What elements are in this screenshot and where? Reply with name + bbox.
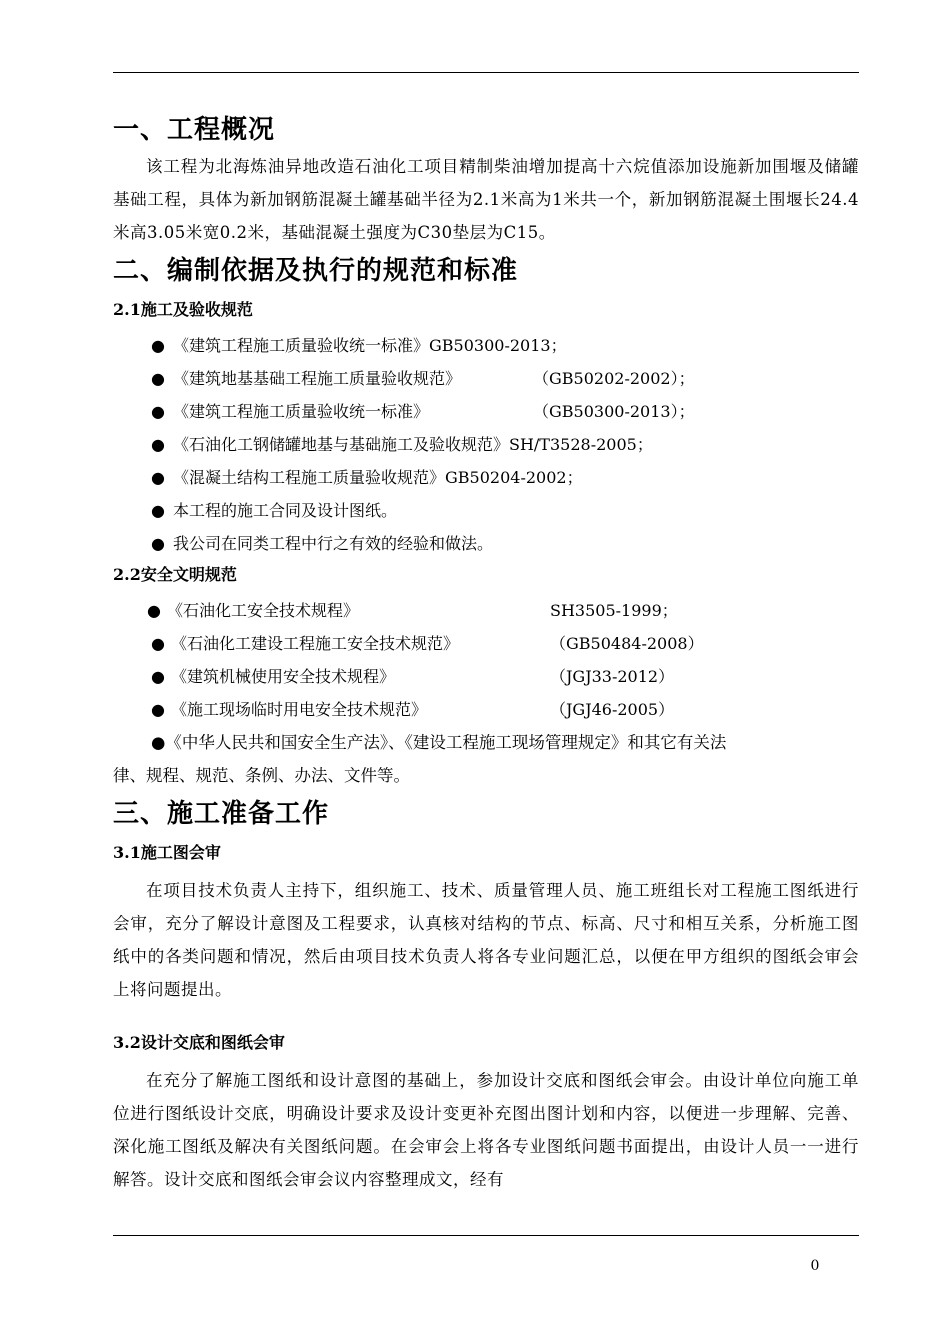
section-1-title: 一、工程概况 bbox=[113, 115, 276, 145]
subsection-3-1-title: 3.1施工图会审 bbox=[113, 843, 221, 862]
bullet-icon: ● bbox=[151, 435, 165, 454]
subsection-3-2-paragraph: 在充分了解施工图纸和设计意图的基础上，参加设计交底和图纸会审会。由设计单位向施工单位进行图纸设计交底，明确设计要求及设计变更补充图出图计划和内容，以便进一步理解、完善、深化施工图纸及解决有关图纸问题。在会审会上将各专业图纸问题书面提出，由设计人员一一进行解答。设计交底和图纸会审会议内容整理成文，经有 bbox=[113, 1071, 859, 1189]
list-item-code: SH3505-1999； bbox=[550, 601, 678, 620]
list-item-text: 《建筑地基基础工程施工质量验收规范》 bbox=[173, 369, 462, 388]
bullet-icon: ● bbox=[151, 534, 165, 553]
safety-law-item bbox=[113, 726, 859, 792]
list-item-code: （GB50202-2002）； bbox=[533, 369, 695, 388]
acceptance-spec-list bbox=[113, 329, 859, 560]
list-item bbox=[113, 362, 859, 395]
page-number: 0 bbox=[810, 1258, 820, 1274]
list-item bbox=[113, 395, 859, 428]
list-item-text: 《混凝土结构工程施工质量验收规范》GB50204-2002； bbox=[173, 468, 583, 487]
list-item bbox=[113, 693, 859, 726]
list-item-code: （JGJ33-2012） bbox=[550, 667, 675, 686]
list-item bbox=[113, 428, 859, 461]
list-item-text: 《建筑工程施工质量验收统一标准》 bbox=[173, 402, 430, 421]
safety-spec-list bbox=[113, 594, 859, 726]
section-3-title: 三、施工准备工作 bbox=[113, 799, 330, 829]
bullet-icon: ● bbox=[151, 402, 165, 421]
bullet-icon: ● bbox=[151, 667, 165, 686]
page-content bbox=[113, 110, 859, 1196]
subsection-2-1-title: 2.1施工及验收规范 bbox=[113, 300, 253, 319]
list-item bbox=[113, 627, 859, 660]
section-2-title: 二、编制依据及执行的规范和标准 bbox=[113, 256, 519, 286]
bullet-icon: ● bbox=[151, 369, 165, 388]
list-item-code: （GB50300-2013）； bbox=[533, 402, 695, 421]
list-item-code: （GB50484-2008） bbox=[550, 634, 704, 653]
list-item bbox=[113, 527, 859, 560]
list-item-text: 《建筑机械使用安全技术规程》 bbox=[171, 667, 396, 686]
bullet-icon: ● bbox=[151, 733, 166, 752]
list-item-text: 《建筑工程施工质量验收统一标准》GB50300-2013； bbox=[173, 336, 567, 355]
bullet-icon: ● bbox=[147, 601, 161, 620]
footer-rule bbox=[113, 1235, 859, 1236]
list-item bbox=[113, 329, 859, 362]
subsection-2-2-title: 2.2安全文明规范 bbox=[113, 565, 237, 584]
section-1-paragraph: 该工程为北海炼油异地改造石油化工项目精制柴油增加提高十六烷值添加设施新加围堰及储罐基础工程，具体为新加钢筋混凝土罐基础半径为2.1米高为1米共一个，新加钢筋混凝土围堰长24.4米高3.05米宽0.2米，基础混凝土强度为C30垫层为C15。 bbox=[113, 157, 859, 242]
bullet-icon: ● bbox=[151, 501, 165, 520]
list-item-text: 我公司在同类工程中行之有效的经验和做法。 bbox=[173, 534, 494, 553]
header-rule bbox=[113, 72, 859, 73]
subsection-3-2-title: 3.2设计交底和图纸会审 bbox=[113, 1033, 285, 1052]
list-item bbox=[113, 494, 859, 527]
safety-law-text-line-1: 《中华人民共和国安全生产法》、《建设工程施工现场管理规定》和其它有关法 bbox=[165, 733, 727, 752]
list-item-text: 本工程的施工合同及设计图纸。 bbox=[173, 501, 398, 520]
bullet-icon: ● bbox=[151, 336, 165, 355]
list-item-text: 《石油化工建设工程施工安全技术规范》 bbox=[171, 634, 460, 653]
bullet-icon: ● bbox=[151, 634, 165, 653]
subsection-3-1-paragraph: 在项目技术负责人主持下，组织施工、技术、质量管理人员、施工班组长对工程施工图纸进行会审，充分了解设计意图及工程要求，认真核对结构的节点、标高、尺寸和相互关系，分析施工图纸中的各类问题和情况，然后由项目技术负责人将各专业问题汇总，以便在甲方组织的图纸会审会上将问题提出。 bbox=[113, 881, 859, 999]
bullet-icon: ● bbox=[151, 468, 165, 487]
list-item-text: 《施工现场临时用电安全技术规范》 bbox=[171, 700, 428, 719]
list-item bbox=[113, 660, 859, 693]
list-item bbox=[113, 594, 859, 627]
list-item-text: 《石油化工钢储罐地基与基础施工及验收规范》SH/T3528-2005； bbox=[173, 435, 653, 454]
list-item-code: （JGJ46-2005） bbox=[550, 700, 675, 719]
bullet-icon: ● bbox=[151, 700, 165, 719]
safety-law-text-line-2: 律、规程、规范、条例、办法、文件等。 bbox=[113, 766, 410, 785]
list-item bbox=[113, 461, 859, 494]
list-item-text: 《石油化工安全技术规程》 bbox=[167, 601, 360, 620]
